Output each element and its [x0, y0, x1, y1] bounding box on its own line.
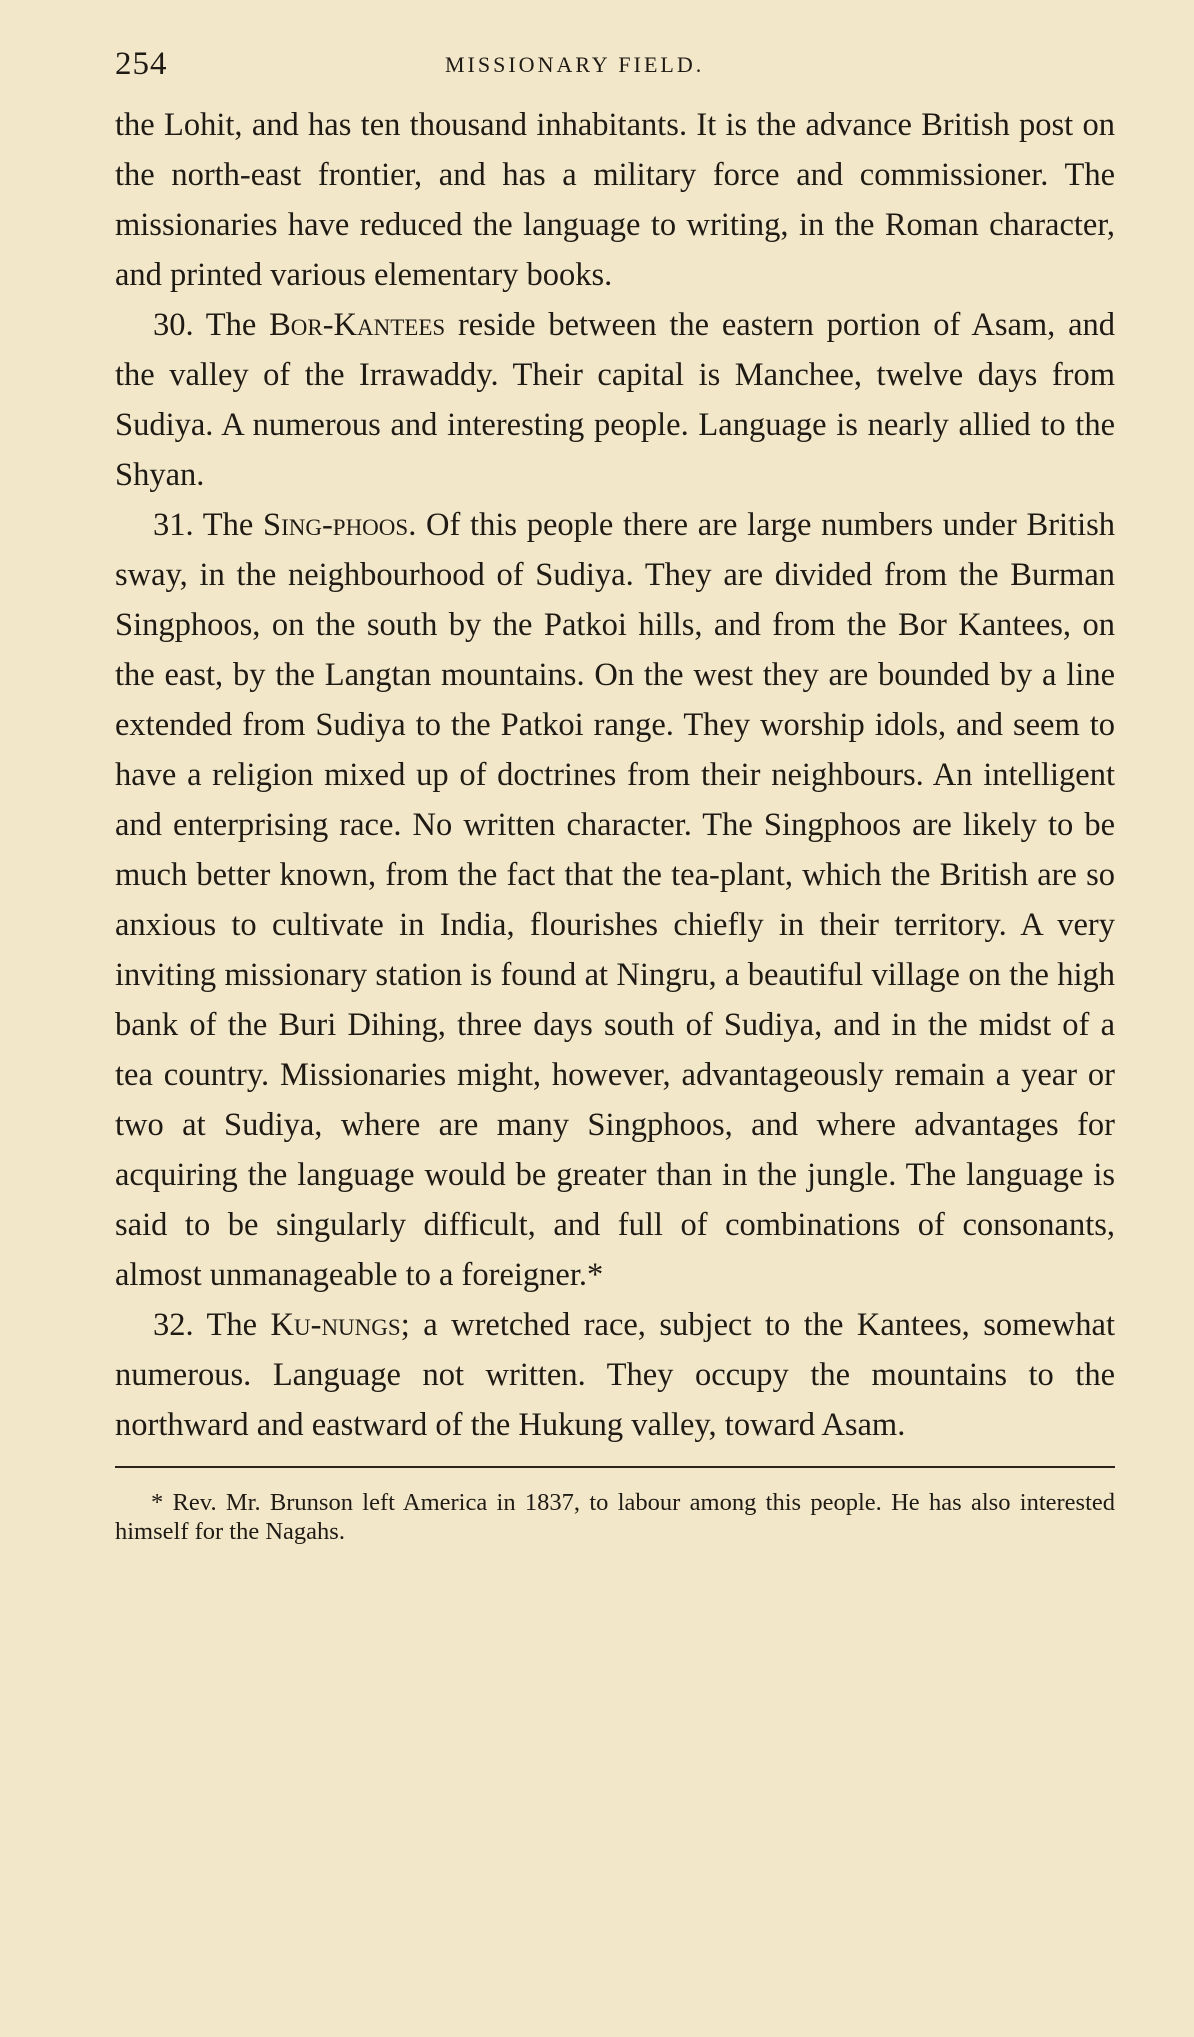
sing-phoos-heading: Sing-phoos. [263, 507, 417, 543]
paragraph-30 [115, 300, 1115, 500]
paragraph-32 [115, 1300, 1115, 1450]
paragraph-30-text: reside between the eastern portion of Asam, and the valley of the Irrawaddy. Their capital is Manchee, twelve days from Sudiya. A numerous and interesting people. Language is nearly allied to the Shyan. [115, 307, 1115, 493]
footnote-text: * Rev. Mr. Brunson left America in 1837, to labour among this people. He has also interested himself for the Nagahs. [115, 1489, 1115, 1545]
footnote-rule [115, 1466, 1115, 1468]
book-page [115, 42, 1115, 1546]
paragraph-31 [115, 500, 1115, 1300]
page-number: 254 [115, 46, 168, 82]
footnote [115, 1488, 1115, 1546]
body-text [115, 100, 1115, 1450]
paragraph-continuation: the Lohit, and has ten thousand inhabitants. It is the advance British post on the north-east frontier, and has a military force and commissioner. The missionaries have reduced the language to writing, in the Roman character, and printed various elementary books. [115, 107, 1115, 293]
paragraph-32-lead: 32. The [153, 1307, 271, 1343]
ku-nungs-heading: Ku-nungs [270, 1307, 401, 1343]
running-head [115, 42, 1115, 100]
paragraph-32-text: ; a wretched race, subject to the Kantees, somewhat numerous. Language not written. They occupy the mountains to the northward and eastward of the Hukung valley, toward Asam. [115, 1307, 1115, 1443]
running-title: MISSIONARY FIELD. [445, 52, 705, 77]
bor-kantees-heading: Bor-Kantees [269, 307, 446, 343]
paragraph-31-text: Of this people there are large numbers under British sway, in the neighbourhood of Sudiya. They are divided from the Burman Singphoos, on the south by the Patkoi hills, and from the Bor Kantees, on the east, by the Langtan mountains. On the west they are bounded by a line extended from Sudiya to the Patkoi range. They worship idols, and seem to have a religion mixed up of doctrines from their neighbours. An intelligent and enterprising race. No written character. The Singphoos are likely to be much better known, from the fact that the tea-plant, which the British are so anxious to cultivate in India, flourishes chiefly in their territory. A very inviting missionary station is found at Ningru, a beautiful village on the high bank of the Buri Dihing, three days south of Sudiya, and in the midst of a tea country. Missionaries might, however, advantageously remain a year or two at Sudiya, where are many Singphoos, and where advantages for acquiring the language would be greater than in the jungle. The language is said to be singularly difficult, and full of combinations of consonants, almost unmanageable to a foreigner.* [115, 507, 1115, 1293]
paragraph-31-lead: 31. The [153, 507, 263, 543]
paragraph-30-lead: 30. The [153, 307, 270, 343]
